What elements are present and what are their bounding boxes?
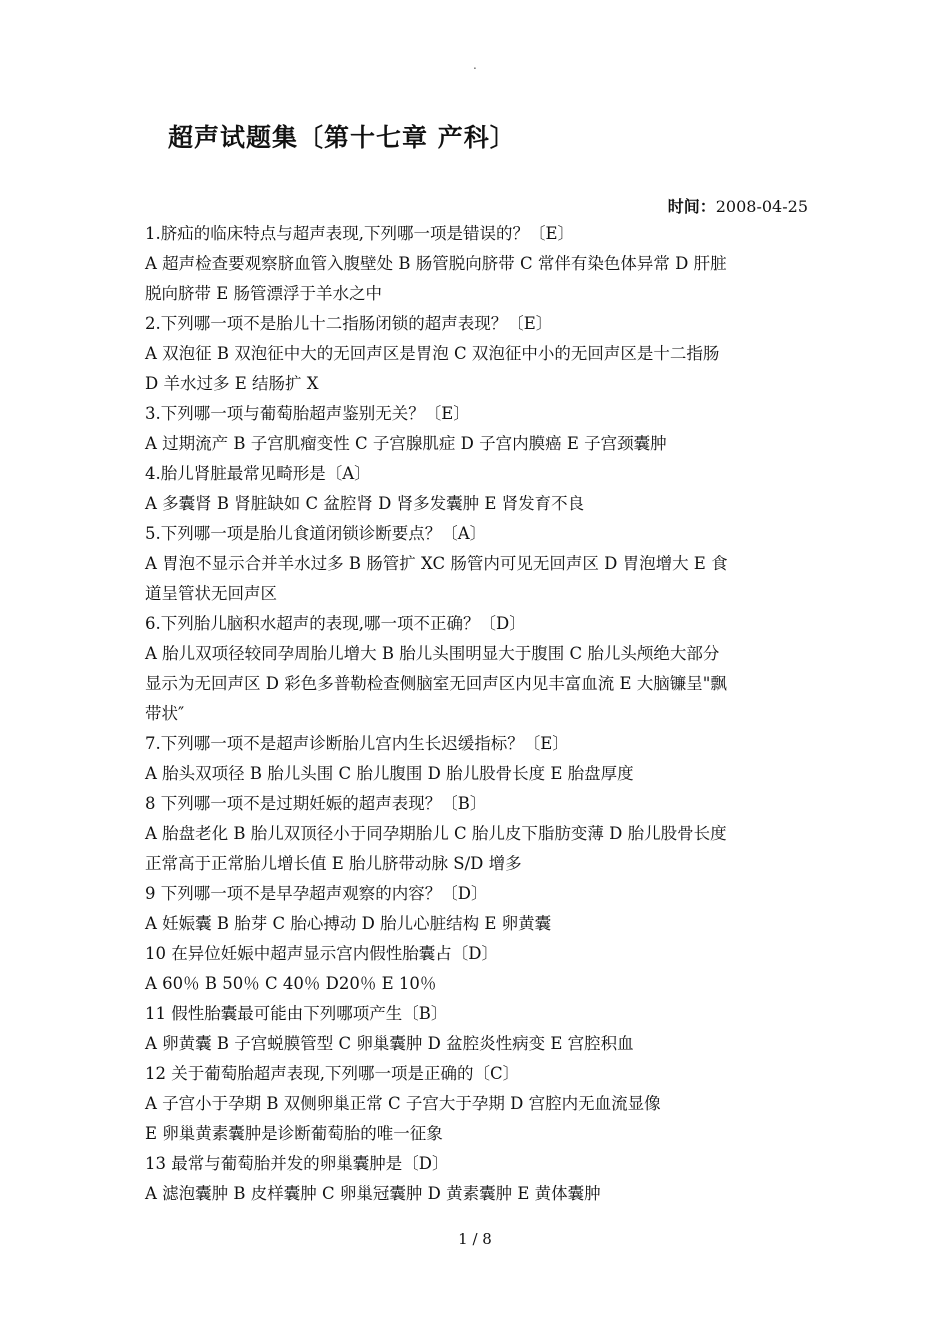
text-line: 4.胎儿肾脏最常见畸形是〔A〕 (145, 464, 371, 483)
text-line: 3.下列哪一项与葡萄胎超声鉴别无关？〔E〕 (145, 404, 470, 423)
text-line: 道呈管状无回声区 (145, 584, 277, 603)
text-line: A 60％ B 50％ C 40％ D20％ E 10％ (145, 974, 437, 993)
text-line: 8 下列哪一项不是过期妊娠的超声表现？〔B〕 (145, 794, 487, 813)
text-line: E 卵巢黄素囊肿是诊断葡萄胎的唯一征象 (145, 1124, 443, 1143)
text-line: 7.下列哪一项不是超声诊断胎儿宫内生长迟缓指标？〔E〕 (145, 734, 569, 753)
text-line: 5.下列哪一项是胎儿食道闭锁诊断要点？〔A〕 (145, 524, 487, 543)
text-line: 9 下列哪一项不是早孕超声观察的内容？〔D〕 (145, 884, 488, 903)
header-dot: . (473, 58, 477, 72)
text-line: A 过期流产 B 子宫肌瘤变性 C 子宫腺肌症 D 子宫内膜癌 E 子宫颈囊肿 (145, 434, 667, 453)
question-list (145, 219, 810, 1209)
text-line: A 超声检查要观察脐血管入腹壁处 B 肠管脱向脐带 C 常伴有染色体异常 D 肝脏 (145, 254, 727, 273)
text-line: 6.下列胎儿脑积水超声的表现,哪一项不正确？〔D〕 (145, 614, 526, 633)
text-line: A 子宫小于孕期 B 双侧卵巢正常 C 子宫大于孕期 D 宫腔内无血流显像 (145, 1094, 661, 1113)
text-line: A 滤泡囊肿 B 皮样囊肿 C 卵巢冠囊肿 D 黄素囊肿 E 黄体囊肿 (145, 1184, 601, 1203)
text-line: A 双泡征 B 双泡征中大的无回声区是胃泡 C 双泡征中小的无回声区是十二指肠 (145, 344, 720, 363)
text-line: 2.下列哪一项不是胎儿十二指肠闭锁的超声表现？〔E〕 (145, 314, 553, 333)
text-line: 12 关于葡萄胎超声表现,下列哪一项是正确的〔C〕 (145, 1064, 520, 1083)
text-line: A 胃泡不显示合并羊水过多 B 肠管扩 XC 肠管内可见无回声区 D 胃泡增大 E 食 (145, 554, 728, 573)
date-label: 时间： (667, 197, 716, 216)
text-line: 带状″ (145, 704, 185, 723)
date-value: 2008-04-25 (715, 197, 808, 216)
text-line: 11 假性胎囊最可能由下列哪项产生〔B〕 (145, 1004, 448, 1023)
text-line: 显示为无回声区 D 彩色多普勒检查侧脑室无回声区内见丰富血流 E 大脑镰呈"飘 (145, 674, 727, 693)
text-line: A 胎头双项径 B 胎儿头围 C 胎儿腹围 D 胎儿股骨长度 E 胎盘厚度 (145, 764, 634, 783)
text-line: A 胎盘老化 B 胎儿双顶径小于同孕期胎儿 C 胎儿皮下脂肪变薄 D 胎儿股骨长度 (145, 824, 727, 843)
page-number: 1 / 8 (458, 1230, 492, 1248)
date-line (668, 194, 808, 217)
text-line: 1.脐疝的临床特点与超声表现,下列哪一项是错误的？〔E〕 (145, 224, 575, 243)
page-title: 超声试题集〔第十七章 产科〕 (168, 123, 516, 152)
text-line: D 羊水过多 E 结肠扩 X (145, 374, 319, 393)
text-line: A 卵黄囊 B 子宫蜕膜管型 C 卵巢囊肿 D 盆腔炎性病变 E 宫腔积血 (145, 1034, 634, 1053)
text-line: 脱向脐带 E 肠管漂浮于羊水之中 (145, 284, 383, 303)
text-line: A 胎儿双项径较同孕周胎儿增大 B 胎儿头围明显大于腹围 C 胎儿头颅绝大部分 (145, 644, 720, 663)
text-line: A 妊娠囊 B 胎芽 C 胎心搏动 D 胎儿心脏结构 E 卵黄囊 (145, 914, 552, 933)
text-line: 13 最常与葡萄胎并发的卵巢囊肿是〔D〕 (145, 1154, 449, 1173)
text-line: 正常高于正常胎儿增长值 E 胎儿脐带动脉 S/D 增多 (145, 854, 522, 873)
text-line: 10 在异位妊娠中超声显示宫内假性胎囊占〔D〕 (145, 944, 498, 963)
text-line: A 多囊肾 B 肾脏缺如 C 盆腔肾 D 肾多发囊肿 E 肾发育不良 (145, 494, 585, 513)
